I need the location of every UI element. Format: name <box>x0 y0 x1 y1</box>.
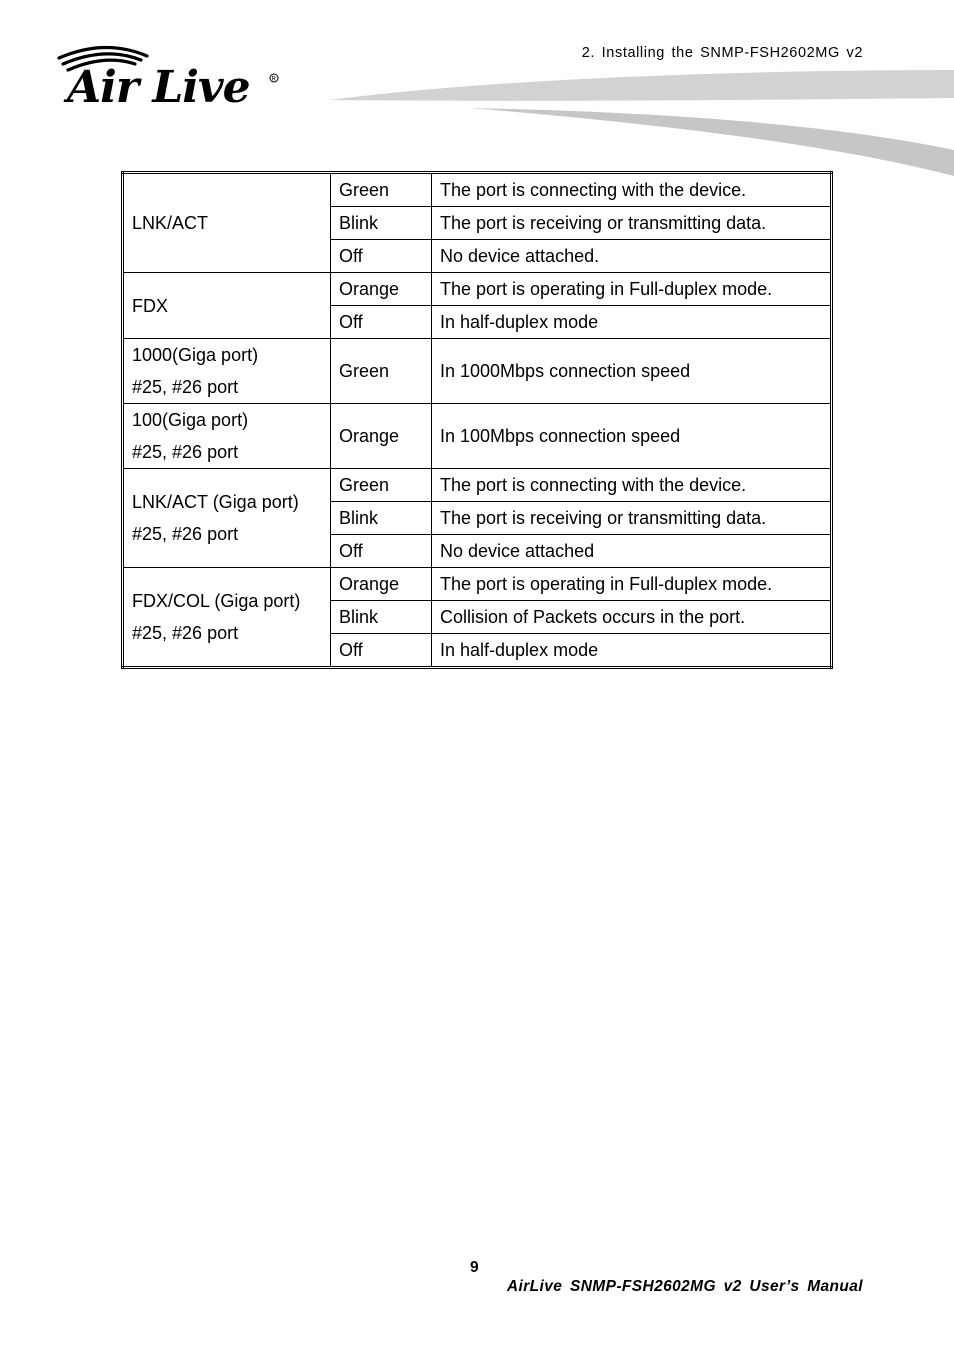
led-name-cell <box>123 568 331 668</box>
led-name-line: LNK/ACT <box>132 213 209 233</box>
led-color-cell: Off <box>331 240 432 273</box>
led-name-cell <box>123 173 331 273</box>
airlive-logo <box>55 40 285 112</box>
led-description-cell: The port is receiving or transmitting data. <box>432 502 832 535</box>
led-name-line: #25, #26 port <box>132 377 239 397</box>
led-name-cell <box>123 339 331 404</box>
led-description-cell: The port is operating in Full-duplex mode. <box>432 568 832 601</box>
table-row <box>123 404 832 469</box>
table-row <box>123 469 832 502</box>
led-color-cell: Off <box>331 306 432 339</box>
led-name-line: #25, #26 port <box>132 524 239 544</box>
led-description-cell: No device attached <box>432 535 832 568</box>
led-description-cell: No device attached. <box>432 240 832 273</box>
led-description-cell: The port is connecting with the device. <box>432 469 832 502</box>
led-name-cell <box>123 273 331 339</box>
led-name-line: LNK/ACT (Giga port) <box>132 492 299 512</box>
logo-wordmark: Air Live <box>67 62 250 112</box>
led-description-cell: Collision of Packets occurs in the port. <box>432 601 832 634</box>
led-description-cell: In half-duplex mode <box>432 306 832 339</box>
led-color-cell: Off <box>331 634 432 668</box>
led-name-line: 100(Giga port) <box>132 410 249 430</box>
led-color-cell: Green <box>331 339 432 404</box>
led-color-cell: Blink <box>331 207 432 240</box>
led-name-line: #25, #26 port <box>132 623 239 643</box>
led-name-line: #25, #26 port <box>132 442 239 462</box>
table-row <box>123 173 832 207</box>
led-color-cell: Off <box>331 535 432 568</box>
led-description-cell: In 1000Mbps connection speed <box>432 339 832 404</box>
led-color-cell: Blink <box>331 601 432 634</box>
led-color-cell: Orange <box>331 404 432 469</box>
led-color-cell: Green <box>331 173 432 207</box>
svg-text:R: R <box>271 76 276 83</box>
page-header-title: 2. Installing the SNMP-FSH2602MG v2 <box>581 45 863 61</box>
led-description-cell: The port is connecting with the device. <box>432 173 832 207</box>
table-row <box>123 568 832 601</box>
led-color-cell: Green <box>331 469 432 502</box>
led-name-line: FDX <box>132 295 168 316</box>
led-description-cell: The port is receiving or transmitting data. <box>432 207 832 240</box>
led-indicator-table <box>121 171 833 669</box>
header-swoosh-graphic <box>330 62 954 182</box>
led-description-cell: In 100Mbps connection speed <box>432 404 832 469</box>
led-color-cell: Blink <box>331 502 432 535</box>
table-row <box>123 273 832 306</box>
led-name-cell <box>123 469 331 568</box>
led-description-cell: The port is operating in Full-duplex mode. <box>432 273 832 306</box>
led-name-cell <box>123 404 331 469</box>
led-name-line: FDX/COL (Giga port) <box>132 591 301 611</box>
led-description-cell: In half-duplex mode <box>432 634 832 668</box>
led-name-line: 1000(Giga port) <box>132 345 259 365</box>
table-row <box>123 339 832 404</box>
footer-manual-title: AirLive SNMP-FSH2602MG v2 User’s Manual <box>506 1278 863 1295</box>
page-number: 9 <box>470 1259 479 1276</box>
led-color-cell: Orange <box>331 273 432 306</box>
led-color-cell: Orange <box>331 568 432 601</box>
